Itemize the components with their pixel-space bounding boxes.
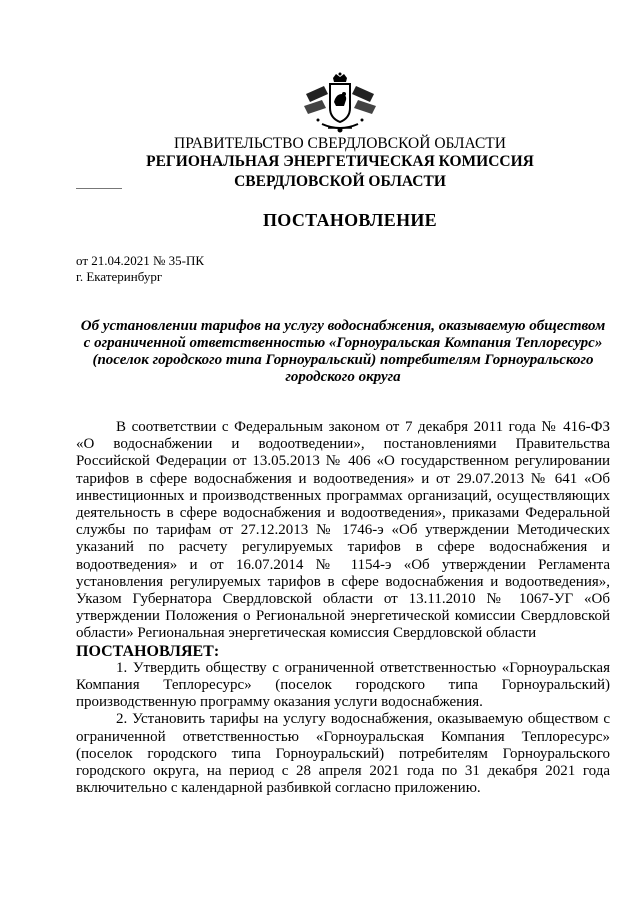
region-name: СВЕРДЛОВСКОЙ ОБЛАСТИ — [234, 173, 446, 190]
header-divider — [76, 188, 122, 189]
decree-item-1: 1. Утвердить обществу с ограниченной ответственностью «Горноуральская Компания Теплоресурс» (поселок городского типа Горноуральский) производственную программу оказания услуги водоснабжения. — [76, 659, 610, 711]
decree-heading: ПОСТАНОВЛЯЕТ: — [76, 642, 220, 660]
document-type-title: ПОСТАНОВЛЕНИЕ — [263, 210, 437, 230]
decree-item-2: 2. Установить тарифы на услугу водоснабжения, оказываемую обществом с ограниченной ответственностью «Горноуральская Компания Теплоресурс» (поселок городского типа Горноуральский) потребителям Горноуральского городского округа, на период с 28 апреля 2021 года по 31 декабря 2021 года включительно с календарной разбивкой согласно приложению. — [76, 711, 610, 797]
document-city: г. Екатеринбург — [76, 269, 163, 284]
government-name: ПРАВИТЕЛЬСТВО СВЕРДЛОВСКОЙ ОБЛАСТИ — [174, 135, 506, 152]
document-subject: Об установлении тарифов на услугу водоснабжения, оказываемую обществом с ограниченной ответственностью «Горноуральская Компания Теплоресурс» (поселок городского типа Горноуральский) потребителям Горноуральского городского округа — [80, 318, 606, 385]
preamble-paragraph: В соответствии с Федеральным законом от 7 декабря 2011 года № 416-ФЗ «О водоснабжении и водоотведении», постановлениями Правительства Российской Федерации от 13.05.2013 № 406 «О государственном регулировании тарифов в сфере водоснабжения и водоотведения» и от 29.07.2013 № 641 «Об инвестиционных и производственных программах организаций, осуществляющих деятельность в сфере водоснабжения и водоотведения», приказами Федеральной службы по тарифам от 27.12.2013 № 1746-э «Об утверждении Методических указаний по расчету регулируемых тарифов в сфере водоснабжения и водоотведения» и от 16.07.2014 № 1154-э «Об утверждении Регламента установления регулируемых тарифов в сфере водоснабжения и водоотведения», Указом Губернатора Свердловской области от 13.11.2010 № 1067-УГ «Об утверждении Положения о Региональной энергетической комиссии Свердловской области» Региональная энергетическая комиссия Свердловской области — [76, 419, 610, 642]
document-body — [76, 419, 610, 797]
coat-of-arms-icon — [300, 72, 380, 136]
document-date-number: от 21.04.2021 № 35-ПК — [76, 253, 205, 268]
commission-name: РЕГИОНАЛЬНАЯ ЭНЕРГЕТИЧЕСКАЯ КОМИССИЯ — [146, 153, 534, 170]
